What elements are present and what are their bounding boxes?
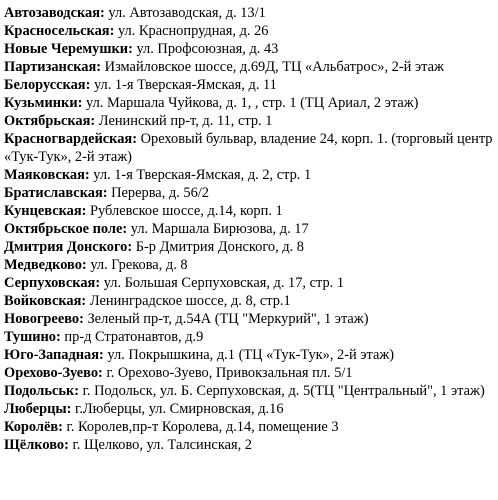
station-name: Красносельская: (4, 23, 115, 39)
list-item (4, 310, 494, 328)
station-address: г. Подольск, ул. Б. Серпуховская, д. 5(ТЦ "Центральный", 1 этаж) (79, 383, 485, 399)
list-item (4, 382, 494, 400)
station-address: г. Королев,пр-т Королева, д.14, помещение 3 (62, 419, 339, 435)
list-item (4, 166, 494, 184)
station-address: ул. Автозаводская, д. 13/1 (104, 5, 266, 21)
station-name: Юго-Западная: (4, 347, 104, 363)
station-name: Войковская: (4, 293, 87, 309)
station-name: Королёв: (4, 419, 63, 435)
list-item (4, 292, 494, 310)
station-name: Красногвардейская: (4, 131, 138, 147)
station-address: г. Щелково, ул. Талсинская, 2 (68, 437, 252, 453)
list-item (4, 256, 494, 274)
list-item (4, 436, 494, 454)
station-address: ул. Покрышкина, д.1 (ТЦ «Тук-Тук», 2-й этаж) (103, 347, 395, 363)
list-item (4, 238, 494, 256)
list-item (4, 274, 494, 292)
station-address: ул. Большая Серпуховская, д. 17, стр. 1 (100, 275, 345, 291)
station-name: Орехово-Зуево: (4, 365, 103, 381)
station-address: пр-д Стратонавтов, д.9 (60, 329, 204, 345)
station-address: Ленинградское шоссе, д. 8, стр.1 (86, 293, 291, 309)
station-name: Маяковская: (4, 167, 90, 183)
list-item (4, 4, 494, 22)
station-name: Медведково: (4, 257, 87, 273)
station-name: Люберцы: (4, 401, 72, 417)
station-name: Кузьминки: (4, 95, 83, 111)
station-address: Рублевское шоссе, д.14, корп. 1 (86, 203, 283, 219)
station-name: Подольськ: (4, 383, 80, 399)
list-item (4, 76, 494, 94)
station-name: Октябрьское поле: (4, 221, 128, 237)
station-name: Октябрьская: (4, 113, 96, 129)
list-item (4, 364, 494, 382)
station-name: Автозаводская: (4, 5, 105, 21)
list-item (4, 418, 494, 436)
station-name: Братиславская: (4, 185, 108, 201)
station-name: Новые Черемушки: (4, 41, 133, 57)
station-address: Ленинский пр-т, д. 11, стр. 1 (95, 113, 273, 129)
station-address: Б-р Дмитрия Донского, д. 8 (132, 239, 305, 255)
station-name: Щёлково: (4, 437, 69, 453)
station-address: ул. 1-я Тверская-Ямская, д. 11 (90, 77, 277, 93)
station-name: Партизанская: (4, 59, 102, 75)
station-address: Перерва, д. 56/2 (107, 185, 209, 201)
address-list (4, 4, 494, 454)
list-item (4, 400, 494, 418)
list-item (4, 112, 494, 130)
list-item (4, 58, 494, 76)
station-name: Серпуховская: (4, 275, 101, 291)
station-address: г.Люберцы, ул. Смирновская, д.16 (71, 401, 284, 417)
station-address: г. Орехово-Зуево, Привокзальная пл. 5/1 (102, 365, 353, 381)
list-item (4, 40, 494, 58)
station-name: Белорусская: (4, 77, 91, 93)
station-address: ул. Профсоюзная, д. 43 (132, 41, 279, 57)
station-address: Ореховый бульвар, владение 24, корп. 1. (торговый центр «Тук-Тук», 2-й этаж) (4, 131, 493, 165)
station-address: ул. Краснопрудная, д. 26 (114, 23, 269, 39)
station-address: Измайловское шоссе, д.69Д, ТЦ «Альбатрос», 2-й этаж (101, 59, 444, 75)
list-item (4, 130, 494, 166)
station-address: ул. Грекова, д. 8 (86, 257, 188, 273)
list-item (4, 94, 494, 112)
station-address: ул. Маршала Чуйкова, д. 1, , стр. 1 (ТЦ Ариал, 2 этаж) (82, 95, 419, 111)
list-item (4, 22, 494, 40)
list-item (4, 346, 494, 364)
station-address: ул. 1-я Тверская-Ямская, д. 2, стр. 1 (89, 167, 312, 183)
station-name: Дмитрия Донского: (4, 239, 133, 255)
list-item (4, 184, 494, 202)
list-item (4, 220, 494, 238)
list-item (4, 202, 494, 220)
station-address: Зеленый пр-т, д.54А (ТЦ "Меркурий", 1 этаж) (83, 311, 369, 327)
station-name: Кунцевская: (4, 203, 87, 219)
list-item (4, 328, 494, 346)
station-address: ул. Маршала Бирюзова, д. 17 (127, 221, 309, 237)
station-name: Тушино: (4, 329, 61, 345)
station-name: Новогреево: (4, 311, 84, 327)
